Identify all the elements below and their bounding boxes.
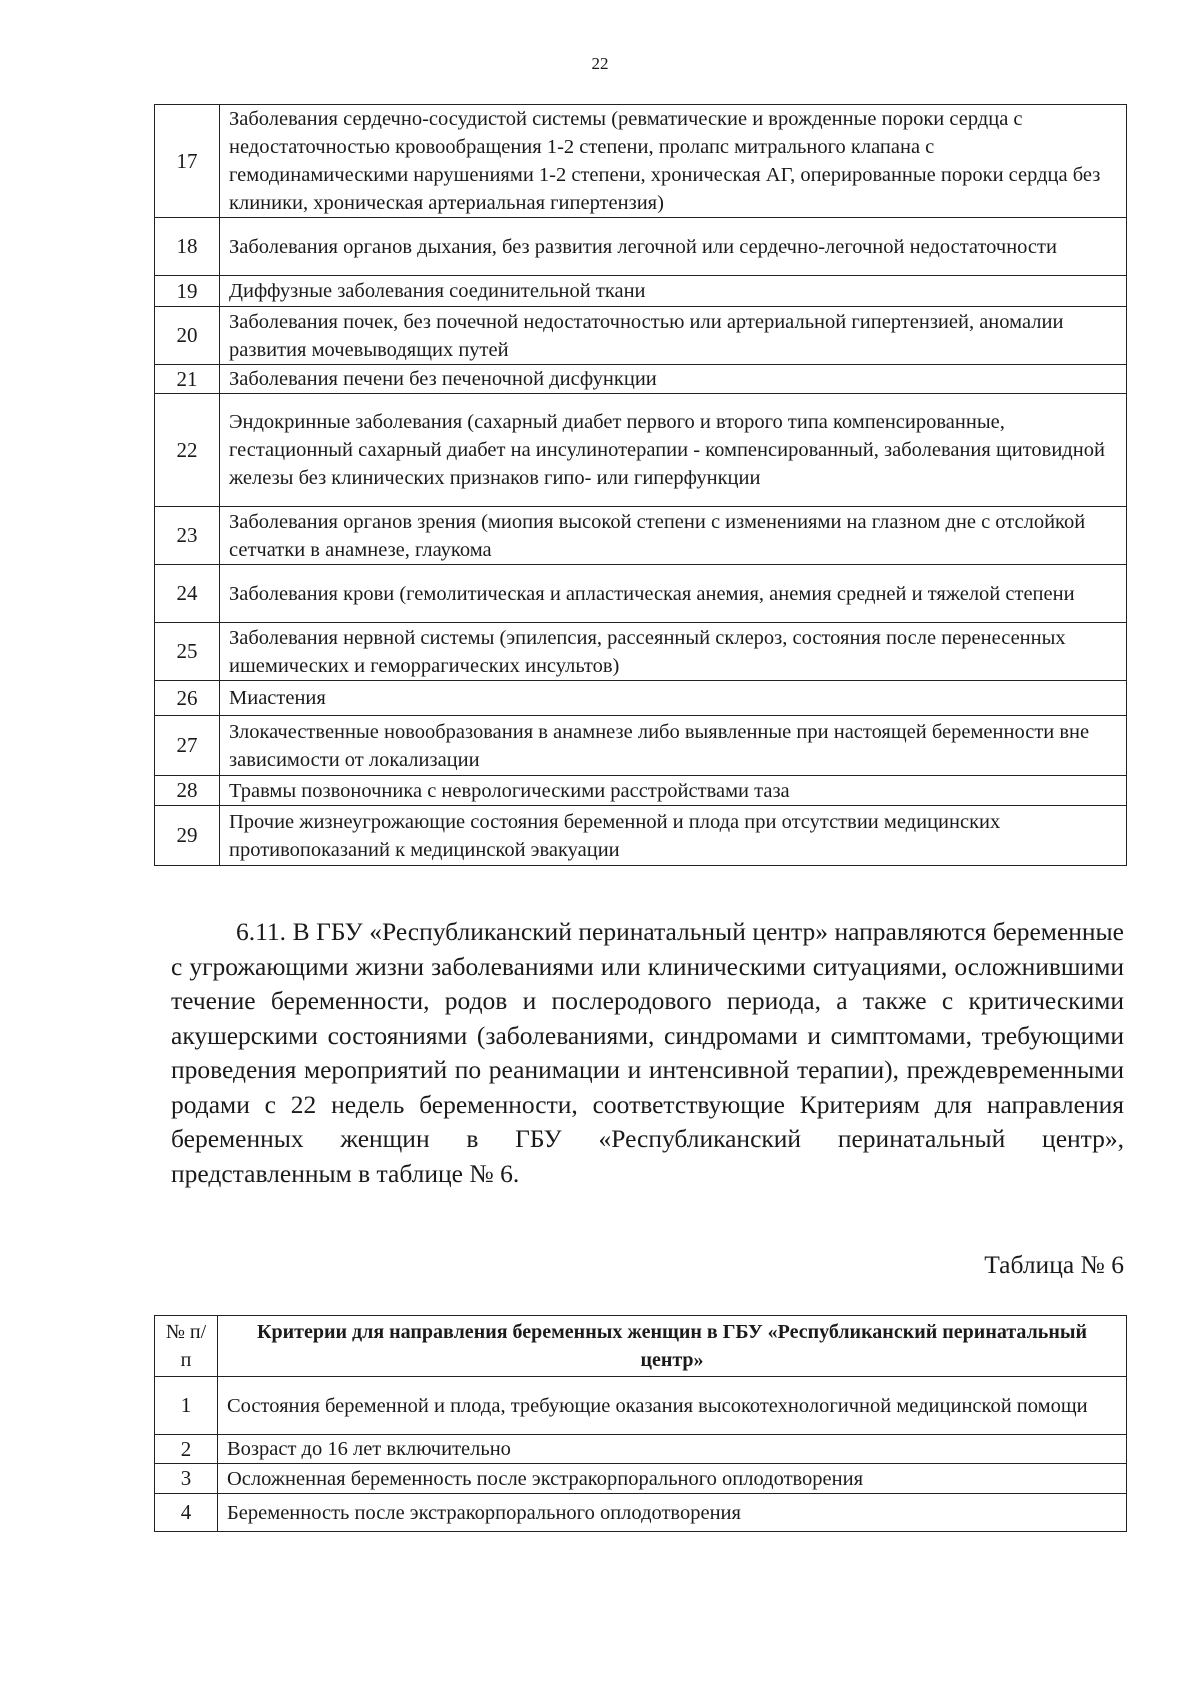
table-row — [155, 1377, 1127, 1435]
row-text: Прочие жизнеугрожающие состояния беременной и плода при отсутствии медицинских противопоказаний к медицинской эвакуации — [220, 806, 1127, 866]
table-row — [155, 507, 1127, 565]
table-row — [155, 681, 1127, 716]
row-number: 3 — [155, 1464, 218, 1494]
table-row — [155, 365, 1127, 394]
table-row — [155, 716, 1127, 776]
table-row — [155, 806, 1127, 866]
row-number: 19 — [155, 276, 220, 307]
table-row — [155, 307, 1127, 365]
table-row — [155, 776, 1127, 806]
row-number: 26 — [155, 681, 220, 716]
row-text: Заболевания органов зрения (миопия высокой степени с изменениями на глазном дне с отслойкой сетчатки в анамнезе, глаукома — [220, 507, 1127, 565]
row-text: Травмы позвоночника с неврологическими расстройствами таза — [220, 776, 1127, 806]
diseases-table-continued — [154, 104, 1127, 866]
table-row — [155, 623, 1127, 681]
row-text: Заболевания органов дыхания, без развития легочной или сердечно-легочной недостаточности — [220, 218, 1127, 276]
table-header-row — [155, 1316, 1127, 1377]
row-number: 22 — [155, 394, 220, 507]
row-text: Миастения — [220, 681, 1127, 716]
row-number: 4 — [155, 1494, 218, 1532]
table-row — [155, 1435, 1127, 1464]
row-text: Осложненная беременность после экстракорпорального оплодотворения — [218, 1464, 1127, 1494]
table-row — [155, 218, 1127, 276]
row-number: 25 — [155, 623, 220, 681]
row-number: 24 — [155, 565, 220, 623]
table-6-caption: Таблица № 6 — [984, 1250, 1124, 1279]
row-text: Заболевания сердечно-сосудистой системы (ревматические и врожденные пороки сердца с недостаточностью кровообращения 1-2 степени, пролапс митрального клапана с гемодинамическими нарушениями 1-2 степени, хроническая АГ, оперированные пороки сердца без клиники, хроническая артериальная гипертензия) — [220, 105, 1127, 218]
row-number: 28 — [155, 776, 220, 806]
row-number: 29 — [155, 806, 220, 866]
table-row — [155, 276, 1127, 307]
table-row — [155, 105, 1127, 218]
row-text: Заболевания крови (гемолитическая и апластическая анемия, анемия средней и тяжелой степени — [220, 565, 1127, 623]
row-number: 20 — [155, 307, 220, 365]
header-number: № п/п — [155, 1316, 218, 1377]
row-text: Эндокринные заболевания (сахарный диабет первого и второго типа компенсированные, гестационный сахарный диабет на инсулинотерапии - компенсированный, заболевания щитовидной железы без клинических признаков гипо- или гиперфункции — [220, 394, 1127, 507]
row-text: Злокачественные новообразования в анамнезе либо выявленные при настоящей беременности вне зависимости от локализации — [220, 716, 1127, 776]
row-number: 27 — [155, 716, 220, 776]
header-title: Критерии для направления беременных женщин в ГБУ «Республиканский перинатальный центр» — [218, 1316, 1127, 1377]
row-number: 23 — [155, 507, 220, 565]
table-row — [155, 1494, 1127, 1532]
row-number: 2 — [155, 1435, 218, 1464]
page-number: 22 — [591, 54, 609, 73]
row-text: Беременность после экстракорпорального оплодотворения — [218, 1494, 1127, 1532]
row-text: Заболевания почек, без почечной недостаточностью или артериальной гипертензией, аномалии развития мочевыводящих путей — [220, 307, 1127, 365]
row-number: 1 — [155, 1377, 218, 1435]
row-text: Диффузные заболевания соединительной ткани — [220, 276, 1127, 307]
row-number: 21 — [155, 365, 220, 394]
section-6-11-paragraph: 6.11. В ГБУ «Республиканский перинатальный центр» направляются беременные с угрожающими жизни заболеваниями или клиническими ситуациями, осложнившими течение беременности, родов и послеродового периода, а также с критическими акушерскими состояниями (заболеваниями, синдромами и симптомами, требующими проведения мероприятий по реанимации и интенсивной терапии), преждевременными родами с 22 недель беременности, соответствующие Критериям для направления беременных женщин в ГБУ «Республиканский перинатальный центр», представленным в таблице № 6. — [171, 917, 1124, 1188]
row-text: Возраст до 16 лет включительно — [218, 1435, 1127, 1464]
table-6-criteria — [154, 1315, 1127, 1532]
table-row — [155, 1464, 1127, 1494]
row-text: Заболевания нервной системы (эпилепсия, рассеянный склероз, состояния после перенесенных ишемических и геморрагических инсультов) — [220, 623, 1127, 681]
row-text: Состояния беременной и плода, требующие оказания высокотехнологичной медицинской помощи — [218, 1377, 1127, 1435]
row-number: 18 — [155, 218, 220, 276]
row-number: 17 — [155, 105, 220, 218]
row-text: Заболевания печени без печеночной дисфункции — [220, 365, 1127, 394]
table-row — [155, 565, 1127, 623]
table-row — [155, 394, 1127, 507]
